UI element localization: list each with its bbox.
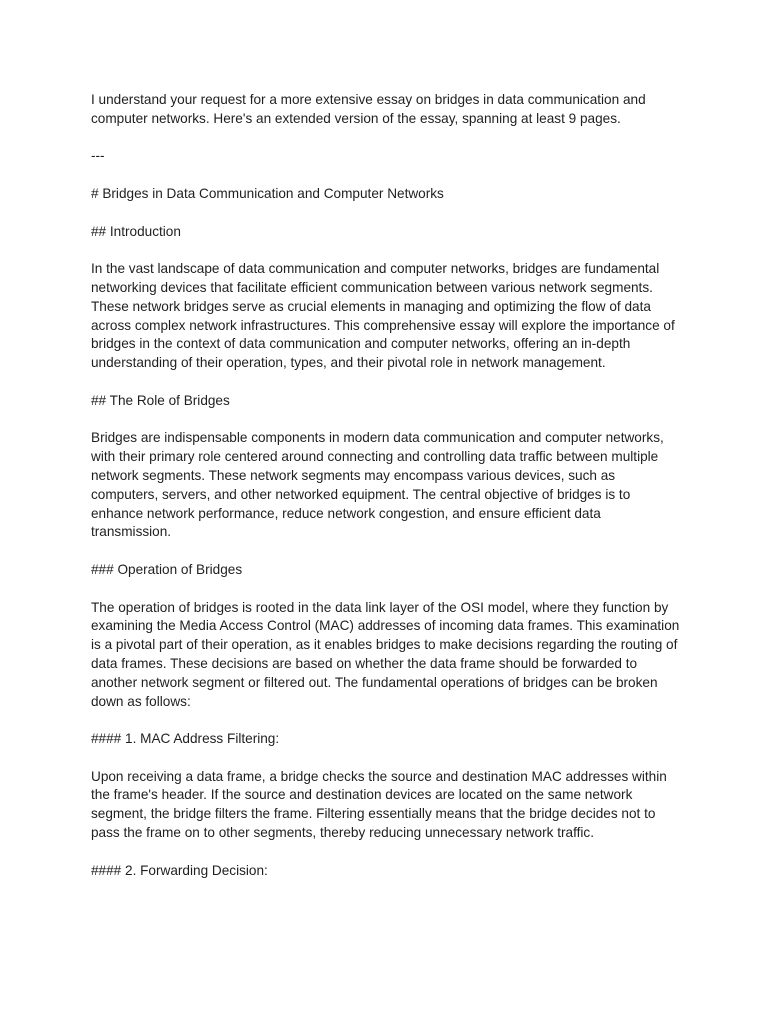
heading-mac-address-filtering: #### 1. MAC Address Filtering:: [91, 731, 280, 747]
heading-role-of-bridges: ## The Role of Bridges: [91, 392, 230, 408]
paragraph-role-of-bridges: Bridges are indispensable components in modern data communication and computer networks, with their primary role centered around connecting and controlling data traffic between multiple network segments. These network segments may encompass various devices, such as computers, servers, and other networked equipment. The central objective of bridges is to enhance network performance, reduce network congestion, and ensure efficient data transmission.: [91, 430, 664, 540]
separator-line: ---: [91, 148, 105, 164]
document-body: [91, 91, 681, 899]
paragraph-operation-of-bridges: The operation of bridges is rooted in the data link layer of the OSI model, where they function by examining the Media Access Control (MAC) addresses of incoming data frames. This examination is a pivotal part of their operation, as it enables bridges to make decisions regarding the routing of data frames. These decisions are based on whether the data frame should be forwarded to another network segment or filtered out. The fundamental operations of bridges can be broken down as follows:: [91, 599, 680, 709]
paragraph-mac-address-filtering: Upon receiving a data frame, a bridge checks the source and destination MAC addresses within the frame's header. If the source and destination devices are located on the same network segment, the bridge filters the frame. Filtering essentially means that the bridge decides not to pass the frame on to other segments, thereby reducing unnecessary network traffic.: [91, 768, 667, 841]
heading-introduction: ## Introduction: [91, 223, 181, 239]
paragraph-introduction: In the vast landscape of data communication and computer networks, bridges are fundamental networking devices that facilitate efficient communication between various network segments. These network bridges serve as crucial elements in managing and optimizing the flow of data across complex network infrastructures. This comprehensive essay will explore the importance of bridges in the context of data communication and computer networks, offering an in-depth understanding of their operation, types, and their pivotal role in network management.: [91, 261, 675, 371]
heading-forwarding-decision: #### 2. Forwarding Decision:: [91, 862, 268, 878]
heading-operation-of-bridges: ### Operation of Bridges: [91, 561, 243, 577]
essay-title: # Bridges in Data Communication and Computer Networks: [91, 185, 444, 201]
intro-note: I understand your request for a more extensive essay on bridges in data communication and computer networks. Here's an extended version of the essay, spanning at least 9 pages.: [91, 92, 646, 126]
